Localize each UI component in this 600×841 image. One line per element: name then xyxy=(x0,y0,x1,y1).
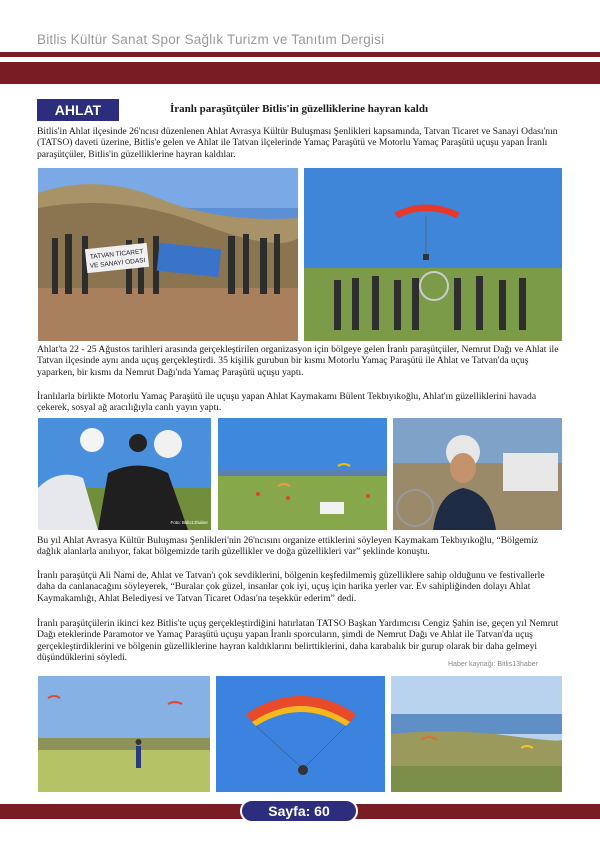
photo-district-governor xyxy=(393,418,562,530)
magazine-title: Bitlis Kültür Sanat Spor Sağlık Turizm ve Tanıtım Dergisi xyxy=(37,32,385,47)
photo-field-vehicles xyxy=(218,418,387,530)
photo-group-banner xyxy=(38,168,298,341)
header-rule-thick xyxy=(0,62,600,84)
article-paragraph: Bitlis'in Ahlat ilçesinde 26'ncısı düzenlenen Ahlat Avrasya Kültür Buluşması Şenlikleri kapsamında, Tatvan Ticaret ve Sanayi Odası'nın (TATSO) daveti üzerine, Bitlis'e gelen ve Ahlat ile Tatvan ilçelerinde Yamaç Paraşütü ve Motorlu Yamaç Paraşütü uçuşu yapan İranlı paraşütçüler, Bitlis'in güzelliklerine hayran kaldılar. xyxy=(37,126,558,160)
photo-pilots-helmets xyxy=(38,418,211,530)
banner-text-line-1: TATVAN TİCARET xyxy=(89,248,144,261)
article-paragraph: Ahlat'ta 22 - 25 Ağustos tarihleri arasında gerçekleştirilen organizasyon için bölgeye gelen İranlı paraşütçüler, Nemrut Dağı ve Ahlat ile Tatvan ilçesinde aynı anda uçuş gerçekleştirdi. 35 kişilik gurubun bir kısmı Motorlu Yamaç Paraşütü ile Ahlat ve Tatvan'da uçuş yaparken, bir kısmı da Nemrut Dağı'nda Yamaç Paraşütü uçuşu yaptı. xyxy=(37,344,559,378)
article-paragraph: Bu yıl Ahlat Avrasya Kültür Buluşması Şenlikleri'nin 26'ncısını organize ettiklerini söyleyen Kaymakam Tekbıyıkoğlu, “Bölgemiz dağlık alanlarla anılıyor, fakat bölgemizde tarih güzellikler ve doğa güzellikleri var” şeklinde konuştu. xyxy=(37,535,539,558)
header-rule-thin xyxy=(0,52,600,57)
banner-text-line-2: VE SANAYİ ODASI xyxy=(89,257,146,270)
photo-lake-paragliders xyxy=(391,676,562,792)
page-number: Sayfa: 60 xyxy=(240,799,358,823)
article-paragraph: İranlı paraşütçülerin ikinci kez Bitlis'te uçuş gerçekleştirdiğini hatırlatan TATSO Başkan Yardımcısı Cengiz Şahin ise, geçen yıl Nemrut Dağı eteklerinde Paramotor ve Yamaç Paraşütü uçuşu yapan İranlı sporcuların, şimdi de Nemrut Dağı ve Ahlat ile Tatvan'da uçuş gerçekleştirdiklerini ve bölgenin güzelliklerine hayran kaldıklarını belirttiklerini, daha karabalık bir gurup olarak bir daha gelmeyi düşündüklerini söyledi. xyxy=(37,618,559,664)
photo-paramotor-flight xyxy=(216,676,385,792)
section-label: AHLAT xyxy=(37,99,119,121)
source-credit: Haber kaynağı: Bitlis13haber xyxy=(448,661,538,668)
photo-signature: Foto: Bitlis13haber xyxy=(170,520,208,525)
article-paragraph: İranlılarla birlikte Motorlu Yamaç Paraşütü ile uçuşu yapan Ahlat Kaymakamı Bülent Tekbıyıkoğlu, Ahlat'ın güzelliklerini havada çekerek, sosyal ağ aracılığıyla canlı yayın yaptı. xyxy=(37,391,537,414)
article-headline: İranlı paraşütçüler Bitlis'in güzelliklerine hayran kaldı xyxy=(170,103,429,115)
photo-paraglider-group xyxy=(304,168,562,341)
article-paragraph: İranlı paraşütçü Ali Nami de, Ahlat ve Tatvan'ı çok sevdiklerini, bölgenin keşfedilmemiş güzelliklere sahip olduğunu ve festivallerle daha da canlanacağını söyleyerek, “Buralar çok güzel, insanlar çok iyi, uçuş için harika yerler var. Ev sahipliğinden dolayı Ahlat Kaymakamlığı, Ahlat Belediyesi ve Tatvan Ticaret Odası'na teşekkür ederim” dedi. xyxy=(37,570,545,604)
photo-meadow-paragliders xyxy=(38,676,210,792)
